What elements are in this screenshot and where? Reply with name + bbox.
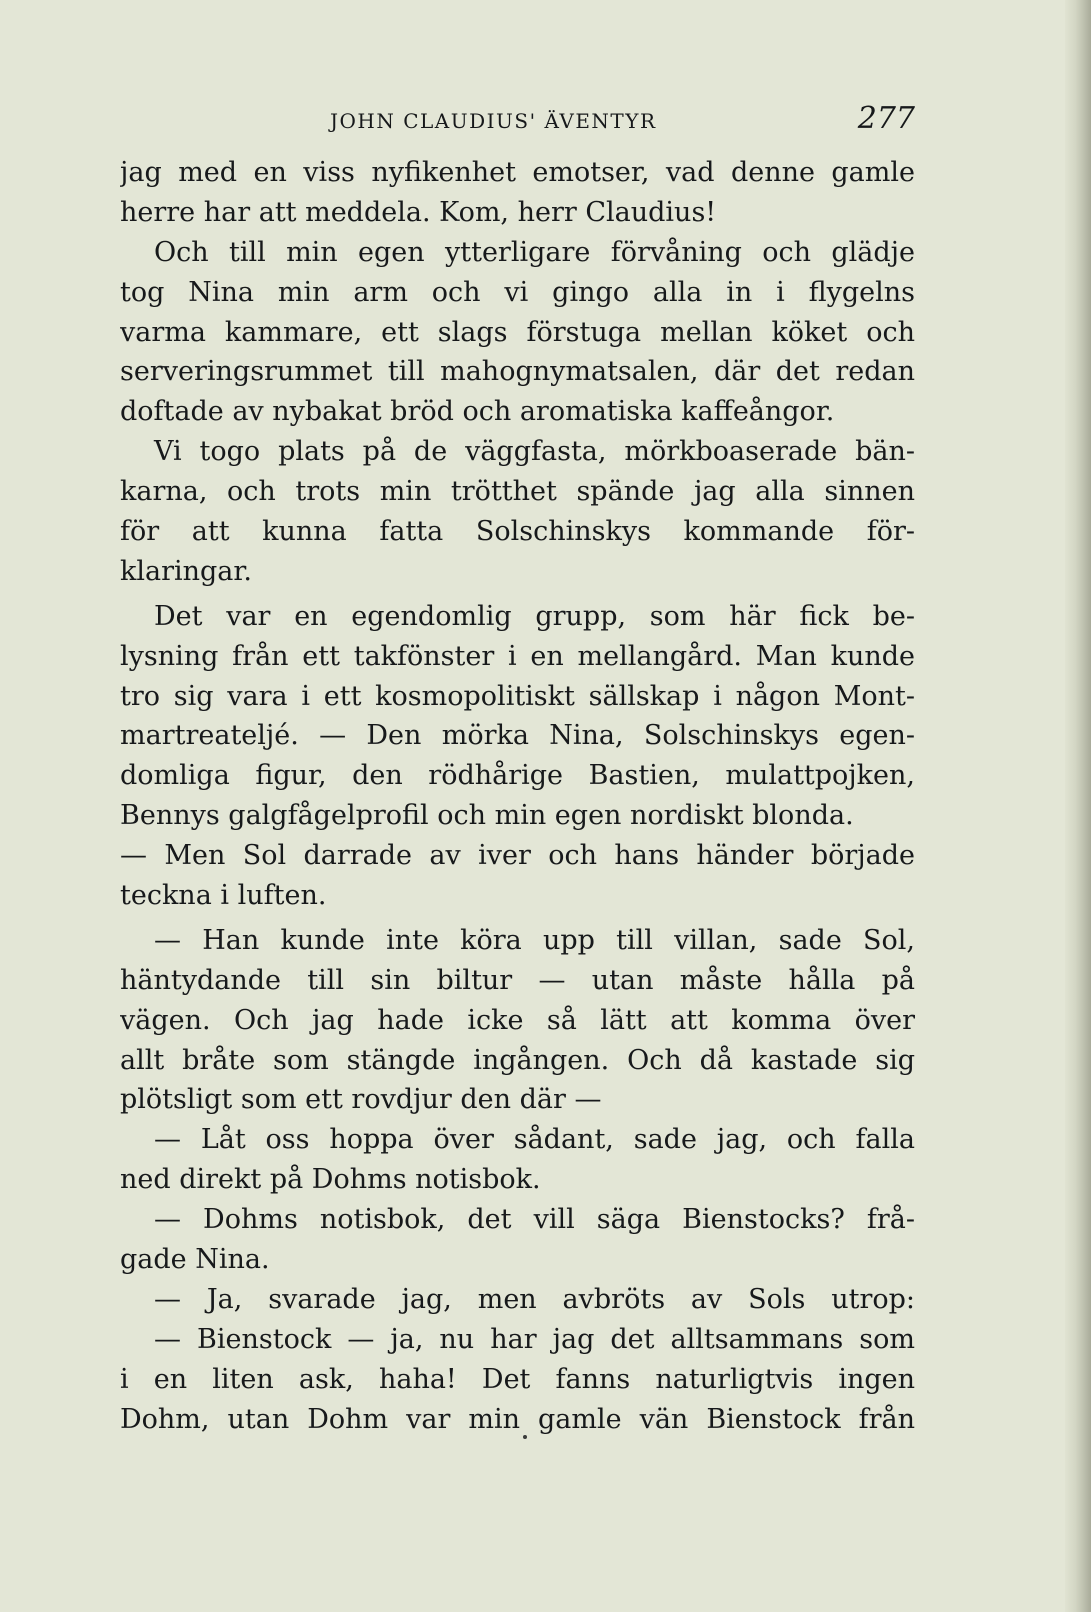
text-line: allt bråte som stängde ingången. Och då kastade sig [120,1044,915,1076]
text-line: doftade av nybakat bröd och aromatiska kaffeångor. [120,396,835,428]
text-line: klaringar. [120,555,252,587]
text-line: i en liten ask, haha! Det fanns naturligtvis ingen [120,1363,915,1395]
text-line: herre har att meddela. Kom, herr Claudius! [120,196,717,228]
text-line: för att kunna fatta Solschinskys kommande för- [120,516,915,548]
text-line: — Men Sol darrade av iver och hans händer började [120,840,915,872]
text-line: — Dohms notisbok, det vill säga Bienstocks? frå- [154,1204,915,1236]
text-line: — Bienstock — ja, nu har jag det alltsammans som [154,1323,915,1355]
text-line: Vi togo plats på de väggfasta, mörkboaserade bän- [154,436,915,468]
text-line: varma kammare, ett slags förstuga mellan köket och [120,316,915,348]
text-line: tro sig vara i ett kosmopolitiskt sällskap i någon Mont- [120,680,915,712]
text-line: tog Nina min arm och vi gingo alla in i flygelns [120,276,915,308]
text-line: serveringsrummet till mahognymatsalen, där det redan [120,356,915,388]
body-text [120,153,915,1440]
text-line: karna, och trots min trötthet spände jag alla sinnen [120,476,915,508]
text-line: martreatelјé. — Den mörka Nina, Solschinskys egen- [120,720,915,752]
text-line: plötsligt som ett rovdjur den där — [120,1084,602,1116]
text-line: Bennys galgfågelprofil och min egen nordiskt blonda. [120,800,854,832]
text-line: vägen. Och jag hade icke så lätt att komma över [120,1004,915,1036]
text-line: — Han kunde inte köra upp till villan, sade Sol, [154,924,915,956]
page-header [120,103,915,143]
text-line: lysning från ett takfönster i en mellangård. Man kunde [120,640,915,672]
text-line: Det var en egendomlig grupp, som här fick be- [154,600,915,632]
page-number: 277 [857,101,915,136]
text-line: jag med en viss nyfikenhet emotser, vad denne gamle [120,157,915,188]
text-line: — Ja, svarade jag, men avbröts av Sols utrop: [154,1283,915,1315]
text-line: domliga figur, den rödhårige Bastien, mulattpojken, [120,760,915,792]
text-line: teckna i luften. [120,880,327,912]
text-line: Dohm, utan Dohm var min gamle vän Bienstock från [120,1403,915,1435]
ink-speck [523,1435,527,1439]
running-title: JOHN CLAUDIUS' ÄVENTYR [330,109,657,133]
text-line: häntydande till sin biltur — utan måste hålla på [120,964,915,996]
text-line: — Låt oss hoppa över sådant, sade jag, och falla [154,1124,915,1156]
page-edge-shadow [1065,0,1091,1612]
text-line: Och till min egen ytterligare förvåning och glädje [154,236,915,268]
text-line: gade Nina. [120,1244,270,1276]
text-line: ned direkt på Dohms notisbok. [120,1164,541,1196]
